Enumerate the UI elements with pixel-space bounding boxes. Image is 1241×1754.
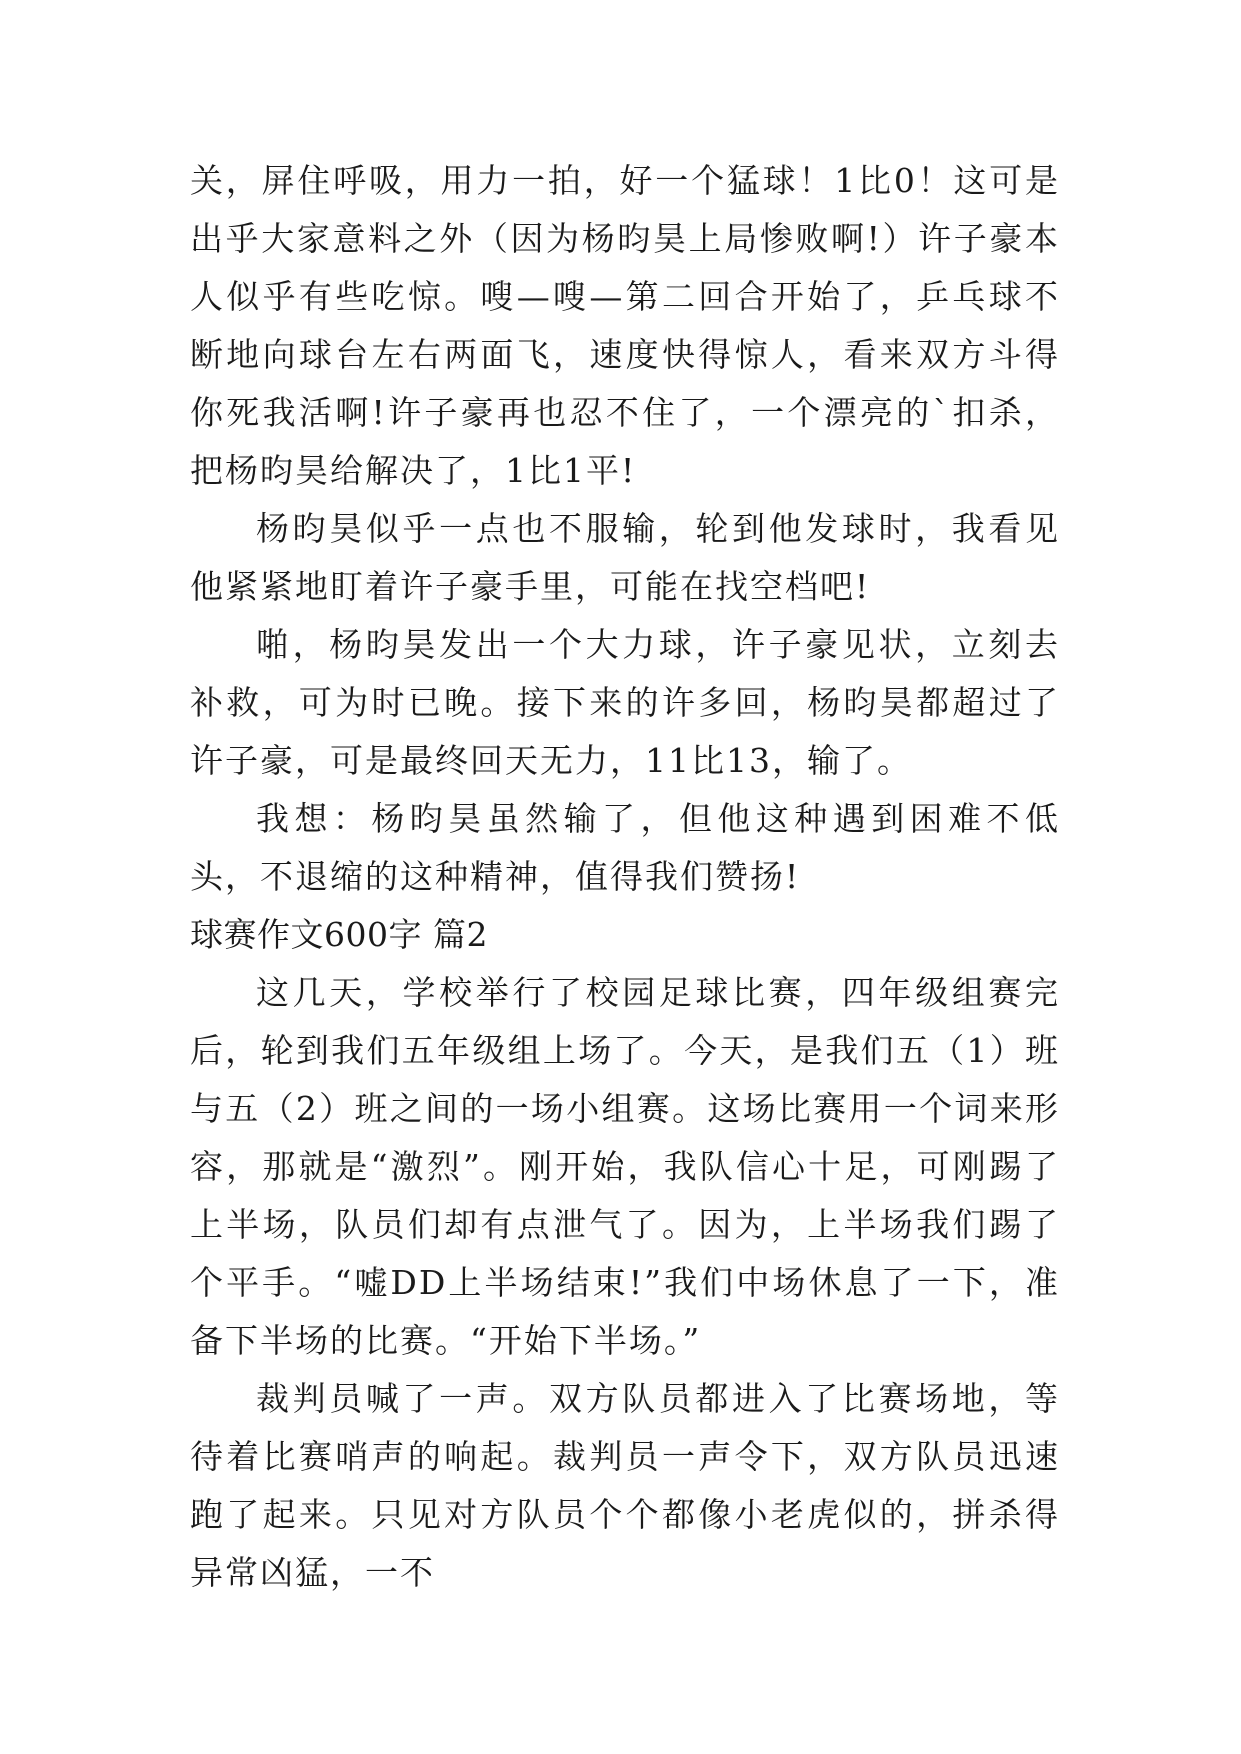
paragraph-second-half: 裁判员喊了一声。双方队员都进入了比赛场地，等待着比赛哨声的响起。裁判员一声令下，双方队员迅速跑了起来。只见对方队员个个都像小老虎似的，拼杀得异常凶猛，一不 [190, 1379, 1060, 1592]
document-page [190, 152, 1060, 1602]
paragraph-match-start: 关，屏住呼吸，用力一拍，好一个猛球！1比0！这可是出乎大家意料之外（因为杨昀昊上局惨败啊!）许子豪本人似乎有些吃惊。嗖—嗖—第二回合开始了，乒乓球不断地向球台左右两面飞，速度快得惊人，看来双方斗得你死我活啊!许子豪再也忍不住了，一个漂亮的`扣杀，把杨昀昊给解决了，1比1平! [190, 161, 1060, 490]
paragraph-football-intro: 这几天，学校举行了校园足球比赛，四年级组赛完后，轮到我们五年级组上场了。今天，是我们五（1）班与五（2）班之间的一场小组赛。这场比赛用一个词来形容，那就是“激烈”。刚开始，我队信心十足，可刚踢了上半场，队员们却有点泄气了。因为，上半场我们踢了个平手。“嘘DD上半场结束!”我们中场休息了一下，准备下半场的比赛。“开始下半场。” [190, 973, 1060, 1360]
section-title: 球赛作文600字 篇2 [190, 915, 488, 954]
paragraph-result: 啪，杨昀昊发出一个大力球，许子豪见状，立刻去补救，可为时已晚。接下来的许多回，杨昀昊都超过了许子豪，可是最终回天无力，11比13，输了。 [190, 625, 1060, 780]
paragraph-reflection: 我想：杨昀昊虽然输了，但他这种遇到困难不低头，不退缩的这种精神，值得我们赞扬! [190, 799, 1060, 896]
paragraph-serve: 杨昀昊似乎一点也不服输，轮到他发球时，我看见他紧紧地盯着许子豪手里，可能在找空档吧! [190, 509, 1060, 606]
